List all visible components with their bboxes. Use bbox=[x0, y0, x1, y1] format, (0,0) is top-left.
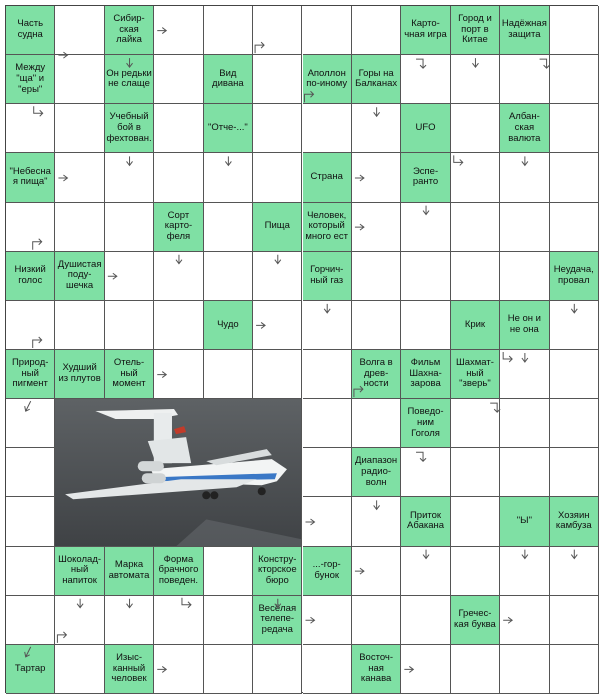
clue-cell bbox=[55, 350, 104, 399]
answer-cell[interactable] bbox=[303, 6, 352, 55]
answer-cell[interactable] bbox=[401, 301, 450, 350]
answer-cell[interactable] bbox=[352, 104, 401, 153]
clue-text: UFO bbox=[415, 122, 436, 134]
airplane-photo bbox=[55, 399, 302, 546]
clue-text: Приток Абакана bbox=[407, 509, 445, 532]
answer-cell[interactable] bbox=[154, 104, 203, 153]
answer-cell[interactable] bbox=[500, 645, 549, 694]
answer-cell[interactable] bbox=[253, 252, 302, 301]
clue-cell bbox=[105, 645, 154, 694]
answer-cell[interactable] bbox=[451, 203, 500, 252]
answer-cell[interactable] bbox=[401, 203, 450, 252]
clue-cell bbox=[451, 301, 500, 350]
answer-cell[interactable] bbox=[204, 350, 253, 399]
clue-text: Фильм Шахна-зарова bbox=[409, 357, 442, 390]
answer-cell[interactable] bbox=[401, 448, 450, 497]
answer-cell[interactable] bbox=[451, 252, 500, 301]
clue-cell bbox=[204, 301, 253, 350]
clue-text: Аполлон по-иному bbox=[306, 67, 348, 90]
clue-cell bbox=[6, 55, 55, 104]
clue-cell bbox=[500, 497, 549, 546]
clue-text: Душистая поду-шечка bbox=[57, 258, 102, 292]
clue-text: Поведо-ним Гоголя bbox=[407, 406, 444, 439]
answer-cell[interactable] bbox=[500, 252, 549, 301]
answer-cell[interactable] bbox=[352, 301, 401, 350]
clue-text: Сибир-ская лайка bbox=[113, 13, 145, 46]
clue-text: Весёлая телепе-редача bbox=[258, 602, 297, 636]
clue-cell bbox=[154, 547, 203, 596]
answer-cell[interactable] bbox=[451, 448, 500, 497]
answer-cell[interactable] bbox=[352, 547, 401, 596]
clue-text: Гречес-кая буква bbox=[454, 608, 496, 630]
answer-cell[interactable] bbox=[303, 104, 352, 153]
clue-cell bbox=[352, 645, 401, 694]
clue-cell bbox=[6, 252, 55, 301]
clue-text: Страна bbox=[310, 171, 343, 183]
answer-cell[interactable] bbox=[500, 596, 549, 645]
answer-cell[interactable] bbox=[352, 6, 401, 55]
clue-text: Он редьки не слаще bbox=[106, 67, 152, 90]
clue-cell bbox=[6, 645, 55, 694]
answer-cell[interactable] bbox=[105, 596, 154, 645]
clue-text: Неудача, провал bbox=[553, 264, 594, 286]
clue-cell bbox=[352, 350, 401, 399]
clue-text: ...-гор-бунок bbox=[312, 559, 341, 581]
crossword-board bbox=[5, 5, 598, 693]
clue-cell bbox=[500, 6, 549, 55]
answer-cell[interactable] bbox=[352, 497, 401, 546]
clue-cell bbox=[303, 547, 352, 596]
answer-cell[interactable] bbox=[154, 6, 203, 55]
answer-cell[interactable] bbox=[55, 55, 104, 104]
clue-text: Шахмат-ный "зверь" bbox=[456, 357, 494, 390]
clue-text: Восточ-ная канава bbox=[359, 651, 394, 685]
answer-cell[interactable] bbox=[352, 153, 401, 202]
answer-cell[interactable] bbox=[204, 6, 253, 55]
clue-text: Вид дивана bbox=[212, 67, 244, 90]
answer-cell[interactable] bbox=[500, 350, 549, 399]
clue-cell bbox=[451, 596, 500, 645]
clue-cell bbox=[6, 350, 55, 399]
answer-cell[interactable] bbox=[303, 350, 352, 399]
answer-cell[interactable] bbox=[451, 399, 500, 448]
clue-cell bbox=[204, 55, 253, 104]
clue-cell bbox=[55, 252, 104, 301]
clue-cell bbox=[253, 547, 302, 596]
clue-text: Эспе-ранто bbox=[412, 165, 439, 188]
answer-cell[interactable] bbox=[451, 497, 500, 546]
clue-cell bbox=[352, 55, 401, 104]
clue-text: Горы на Балканах bbox=[355, 67, 398, 90]
clue-text: Город и порт в Китае bbox=[458, 13, 492, 46]
clue-text: Тартар bbox=[14, 662, 46, 674]
clue-text: Надёжная защита bbox=[501, 18, 547, 41]
clue-text: Часть судна bbox=[17, 18, 44, 41]
clue-text: Форма брачного поведен. bbox=[158, 553, 199, 586]
clue-cell bbox=[6, 153, 55, 202]
answer-cell[interactable] bbox=[550, 448, 599, 497]
answer-cell[interactable] bbox=[401, 596, 450, 645]
answer-cell[interactable] bbox=[451, 645, 500, 694]
clue-text: Волга в древ-ности bbox=[359, 357, 393, 390]
answer-cell[interactable] bbox=[550, 547, 599, 596]
clue-cell bbox=[550, 252, 599, 301]
clue-text: Природ-ный пигмент bbox=[11, 357, 49, 390]
answer-cell[interactable] bbox=[550, 596, 599, 645]
clue-text: Диапазон радио-волн bbox=[355, 455, 398, 488]
answer-cell[interactable] bbox=[401, 252, 450, 301]
clue-text: Между "ща" и "еры" bbox=[15, 62, 46, 95]
answer-cell[interactable] bbox=[550, 55, 599, 104]
answer-cell[interactable] bbox=[500, 55, 549, 104]
clue-cell bbox=[154, 203, 203, 252]
answer-cell[interactable] bbox=[451, 104, 500, 153]
clue-cell bbox=[105, 104, 154, 153]
clue-text: Чудо bbox=[217, 318, 239, 330]
answer-cell[interactable] bbox=[303, 448, 352, 497]
clue-text: "Отче-..." bbox=[207, 122, 248, 134]
clue-text: Низкий голос bbox=[14, 264, 46, 286]
answer-cell[interactable] bbox=[352, 252, 401, 301]
clue-cell bbox=[401, 497, 450, 546]
answer-cell[interactable] bbox=[352, 596, 401, 645]
answer-cell[interactable] bbox=[55, 104, 104, 153]
clue-cell bbox=[352, 448, 401, 497]
answer-cell[interactable] bbox=[154, 645, 203, 694]
answer-cell[interactable] bbox=[105, 153, 154, 202]
answer-cell[interactable] bbox=[253, 104, 302, 153]
clue-text: Хозяин камбуза bbox=[555, 509, 592, 532]
answer-cell[interactable] bbox=[204, 645, 253, 694]
answer-cell[interactable] bbox=[6, 301, 55, 350]
clue-text: Учебный бой в фехтован. bbox=[106, 111, 152, 144]
clue-cell bbox=[401, 399, 450, 448]
clue-text: Карто-чная игра bbox=[404, 18, 447, 41]
clue-cell bbox=[401, 104, 450, 153]
answer-cell[interactable] bbox=[500, 203, 549, 252]
answer-cell[interactable] bbox=[204, 203, 253, 252]
clue-text: "Небесная пища" bbox=[9, 165, 51, 188]
clue-cell bbox=[401, 350, 450, 399]
answer-cell[interactable] bbox=[253, 350, 302, 399]
answer-cell[interactable] bbox=[6, 547, 55, 596]
answer-cell[interactable] bbox=[303, 301, 352, 350]
clue-cell bbox=[253, 203, 302, 252]
answer-cell[interactable] bbox=[154, 301, 203, 350]
clue-cell bbox=[401, 6, 450, 55]
clue-cell bbox=[451, 6, 500, 55]
answer-cell[interactable] bbox=[204, 596, 253, 645]
answer-cell[interactable] bbox=[6, 203, 55, 252]
clue-cell bbox=[204, 104, 253, 153]
answer-cell[interactable] bbox=[105, 252, 154, 301]
answer-cell[interactable] bbox=[500, 448, 549, 497]
clue-cell bbox=[105, 55, 154, 104]
answer-cell[interactable] bbox=[55, 301, 104, 350]
answer-cell[interactable] bbox=[303, 596, 352, 645]
clue-text: Пища bbox=[264, 220, 290, 232]
clue-text: Сорт карто-феля bbox=[164, 209, 193, 242]
answer-cell[interactable] bbox=[253, 301, 302, 350]
answer-cell[interactable] bbox=[550, 6, 599, 55]
answer-cell[interactable] bbox=[154, 153, 203, 202]
clue-cell bbox=[303, 153, 352, 202]
answer-cell[interactable] bbox=[451, 153, 500, 202]
answer-cell[interactable] bbox=[352, 203, 401, 252]
answer-cell[interactable] bbox=[154, 350, 203, 399]
answer-cell[interactable] bbox=[55, 203, 104, 252]
answer-cell[interactable] bbox=[55, 153, 104, 202]
answer-cell[interactable] bbox=[303, 645, 352, 694]
clue-cell bbox=[6, 6, 55, 55]
answer-cell[interactable] bbox=[55, 645, 104, 694]
answer-cell[interactable] bbox=[303, 497, 352, 546]
answer-cell[interactable] bbox=[451, 547, 500, 596]
answer-cell[interactable] bbox=[154, 596, 203, 645]
clue-text: Изыс-канный человек bbox=[111, 651, 147, 685]
clue-text: Отель-ный момент bbox=[112, 357, 146, 390]
clue-cell bbox=[105, 6, 154, 55]
answer-cell[interactable] bbox=[401, 55, 450, 104]
clue-cell bbox=[303, 55, 352, 104]
clue-cell bbox=[550, 497, 599, 546]
answer-cell[interactable] bbox=[204, 547, 253, 596]
answer-cell[interactable] bbox=[204, 153, 253, 202]
clue-text: Шоколад-ный напиток bbox=[58, 553, 102, 586]
clue-text: Не он и не она bbox=[507, 313, 541, 335]
answer-cell[interactable] bbox=[550, 203, 599, 252]
clue-cell bbox=[105, 350, 154, 399]
clue-cell bbox=[451, 350, 500, 399]
clue-text: Констру-кторское бюро bbox=[257, 553, 297, 586]
answer-cell[interactable] bbox=[550, 645, 599, 694]
answer-cell[interactable] bbox=[451, 55, 500, 104]
answer-cell[interactable] bbox=[550, 301, 599, 350]
answer-cell[interactable] bbox=[6, 448, 55, 497]
answer-cell[interactable] bbox=[303, 399, 352, 448]
clue-cell bbox=[303, 203, 352, 252]
answer-cell[interactable] bbox=[105, 203, 154, 252]
answer-cell[interactable] bbox=[352, 399, 401, 448]
clue-cell bbox=[105, 547, 154, 596]
answer-cell[interactable] bbox=[6, 399, 55, 448]
answer-cell[interactable] bbox=[204, 252, 253, 301]
answer-cell[interactable] bbox=[6, 104, 55, 153]
clue-text: Горчич-ный газ bbox=[310, 264, 344, 286]
answer-cell[interactable] bbox=[55, 596, 104, 645]
clue-text: Марка автомата bbox=[108, 559, 150, 581]
answer-cell[interactable] bbox=[253, 6, 302, 55]
answer-cell[interactable] bbox=[500, 399, 549, 448]
clue-cell bbox=[500, 104, 549, 153]
answer-cell[interactable] bbox=[401, 645, 450, 694]
answer-cell[interactable] bbox=[55, 6, 104, 55]
clue-cell bbox=[303, 252, 352, 301]
answer-cell[interactable] bbox=[253, 55, 302, 104]
clue-cell bbox=[401, 153, 450, 202]
clue-cell bbox=[500, 301, 549, 350]
clue-text: "Ы" bbox=[516, 515, 532, 527]
answer-cell[interactable] bbox=[550, 350, 599, 399]
answer-cell[interactable] bbox=[500, 153, 549, 202]
clue-text: Худший из плутов bbox=[58, 362, 101, 385]
clue-text: Человек, который много ест bbox=[305, 209, 349, 242]
clue-text: Албан-ская валюта bbox=[508, 111, 541, 144]
answer-cell[interactable] bbox=[550, 104, 599, 153]
answer-cell[interactable] bbox=[6, 497, 55, 546]
answer-cell[interactable] bbox=[550, 399, 599, 448]
answer-cell[interactable] bbox=[253, 153, 302, 202]
answer-cell[interactable] bbox=[550, 153, 599, 202]
answer-cell[interactable] bbox=[154, 55, 203, 104]
answer-cell[interactable] bbox=[253, 645, 302, 694]
clue-cell bbox=[55, 547, 104, 596]
answer-cell[interactable] bbox=[401, 547, 450, 596]
answer-cell[interactable] bbox=[6, 596, 55, 645]
clue-cell bbox=[253, 596, 302, 645]
answer-cell[interactable] bbox=[154, 252, 203, 301]
answer-cell[interactable] bbox=[105, 301, 154, 350]
clue-text: Крик bbox=[464, 318, 486, 330]
answer-cell[interactable] bbox=[500, 547, 549, 596]
